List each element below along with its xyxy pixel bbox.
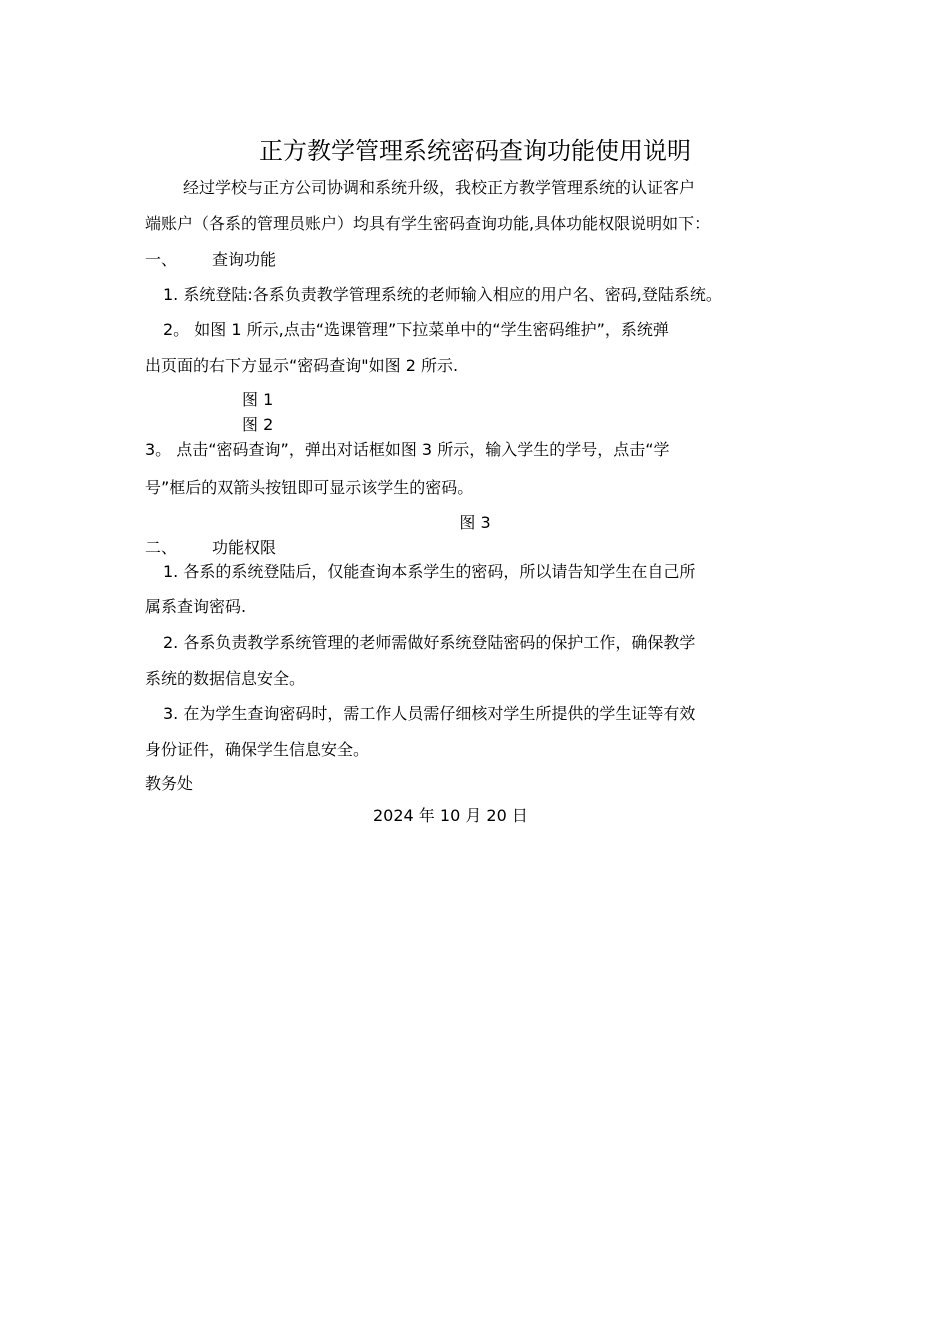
section-1-item-2-line-2: 出页面的右下方显示“密码查询"如图 2 所示. bbox=[145, 356, 459, 375]
section-1-number: 一、 bbox=[145, 250, 178, 269]
section-2-item-2-line-2: 系统的数据信息安全。 bbox=[145, 669, 306, 688]
section-1-item-3-line-2: 号”框后的双箭头按钮即可显示该学生的密码。 bbox=[145, 478, 474, 497]
section-2-item-3-line-2: 身份证件，确保学生信息安全。 bbox=[145, 740, 370, 759]
signature: 教务处 bbox=[145, 774, 194, 793]
document-date: 2024 年 10 月 20 日 bbox=[373, 806, 528, 825]
section-2-number: 二、 bbox=[145, 538, 178, 557]
figure-2-caption: 图 2 bbox=[242, 415, 274, 434]
section-2-item-1-line-2: 属系查询密码. bbox=[145, 597, 247, 616]
intro-line-2: 端账户（各系的管理员账户）均具有学生密码查询功能,具体功能权限说明如下： bbox=[145, 214, 711, 233]
section-1-item-3-line-1: 3。 点击“密码查询”，弹出对话框如图 3 所示，输入学生的学号，点击“学 bbox=[145, 440, 670, 459]
section-1-item-2-line-1: 2。 如图 1 所示,点击“选课管理”下拉菜单中的“学生密码维护”，系统弹 bbox=[163, 320, 669, 339]
section-2-item-2-line-1: 2. 各系负责教学系统管理的老师需做好系统登陆密码的保护工作，确保教学 bbox=[163, 633, 696, 652]
figure-3-caption: 图 3 bbox=[459, 513, 491, 532]
section-2-item-3-line-1: 3. 在为学生查询密码时，需工作人员需仔细核对学生所提供的学生证等有效 bbox=[163, 704, 696, 723]
figure-1-caption: 图 1 bbox=[242, 390, 274, 409]
section-1-item-1: 1. 系统登陆:各系负责教学管理系统的老师输入相应的用户名、密码,登陆系统。 bbox=[163, 285, 722, 304]
section-1-heading: 查询功能 bbox=[212, 250, 277, 269]
section-2-item-1-line-1: 1. 各系的系统登陆后，仅能查询本系学生的密码，所以请告知学生在自己所 bbox=[163, 562, 696, 581]
section-2-heading: 功能权限 bbox=[212, 538, 277, 557]
intro-line-1: 经过学校与正方公司协调和系统升级，我校正方教学管理系统的认证客户 bbox=[183, 178, 696, 197]
document-title: 正方教学管理系统密码查询功能使用说明 bbox=[259, 137, 691, 165]
